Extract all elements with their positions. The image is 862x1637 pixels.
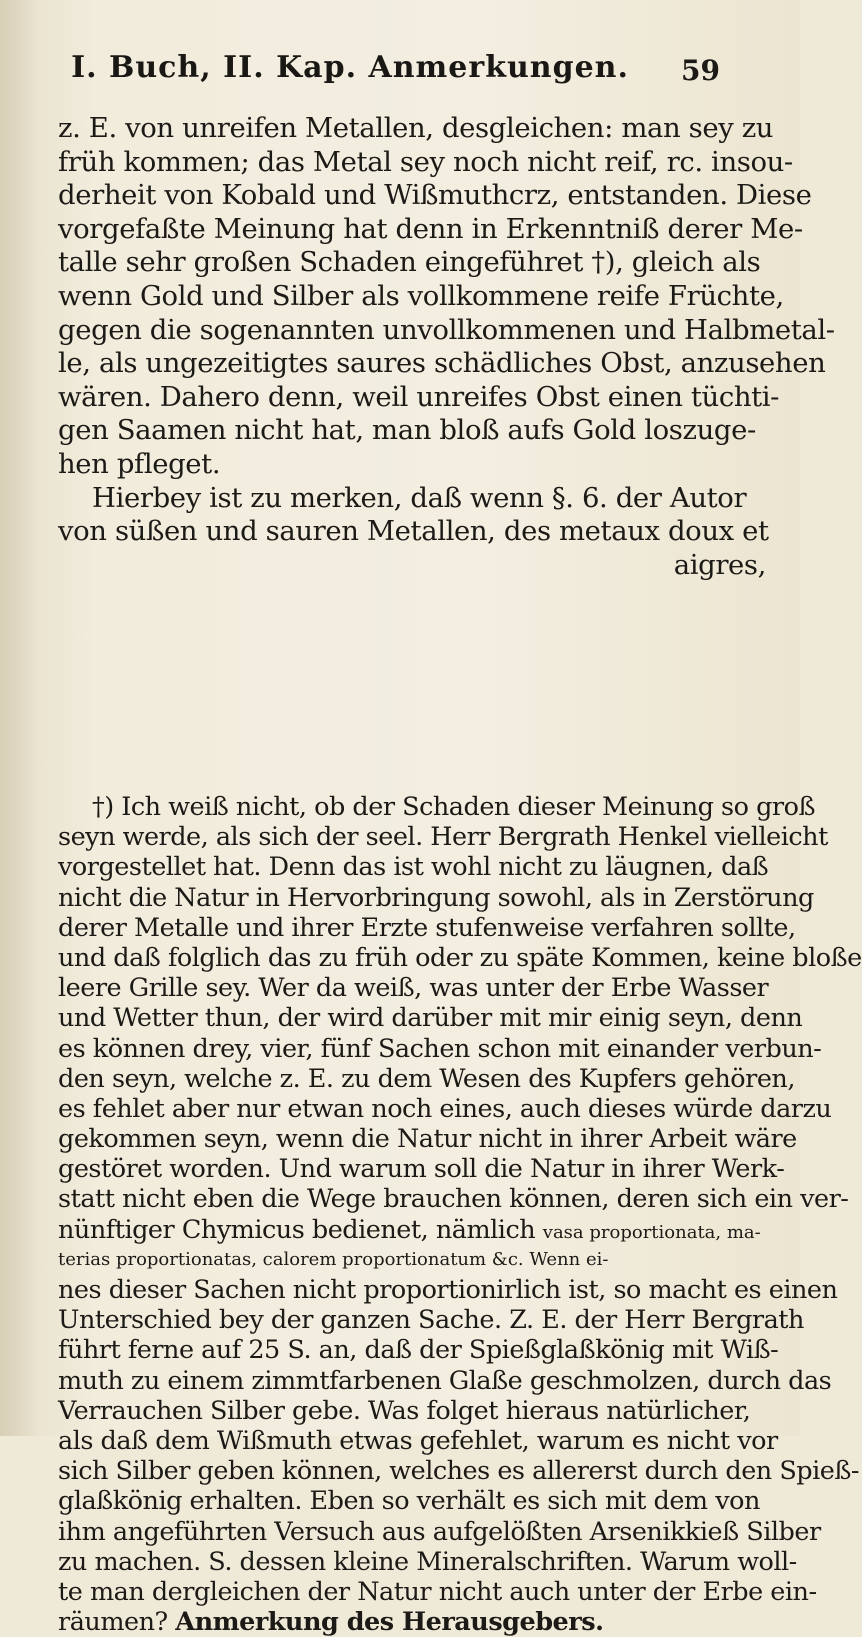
text-line: aigres, [673,548,766,581]
text-line: gen Saamen nicht hat, man bloß aufs Gold loszuge- [58,414,756,447]
footnote-line: es können drey, vier, fünf Sachen schon mit einander verbun- [58,1033,822,1064]
footnote-line: Verrauchen Silber gebe. Was folget hieraus natürlicher, [58,1395,751,1426]
footnote-line: es fehlet aber nur etwan noch eines, auch dieses würde darzu [58,1093,832,1124]
text-line: gegen die sogenannten unvollkommenen und Halbmetal- [58,313,835,346]
footnote-line: vorgestellet hat. Denn das ist wohl nicht zu läugnen, daß [58,852,769,883]
running-title: I. Buch, II. Kap. Anmerkungen. [71,50,629,85]
text-line: talle sehr großen Schaden eingeführet †), gleich als [58,246,761,279]
footnote-line: leere Grille sey. Wer da weiß, was unter der Erbe Wasser [58,973,769,1004]
footnote-line-text: räumen? [58,1607,168,1637]
text-line: Hierbey ist zu merken, daß wenn §. 6. der Autor [92,481,747,514]
text-line: früh kommen; das Metal sey noch nicht reif, rc. insou- [58,145,793,178]
footnote-line: und daß folglich das zu früh oder zu späte Kommen, keine bloße [58,942,862,973]
latin-phrase: vasa proportionata, ma- [542,1221,761,1243]
text-line: z. E. von unreifen Metallen, desgleichen: man sey zu [58,112,774,144]
footnote-line: te man dergleichen der Natur nicht auch unter der Erbe ein- [58,1576,817,1607]
footnote-line: terias proportionatas, calorem proportionatum &c. Wenn ei- [58,1248,609,1270]
text-line: hen pfleget. [58,447,221,480]
footnote-line [58,1607,770,1637]
footnote-line: sich Silber geben können, welches es allererst durch den Spieß- [58,1456,860,1487]
footnote-line: †) Ich weiß nicht, ob der Schaden dieser Meinung so groß [92,792,815,822]
text-line: derheit von Kobald und Wißmuthcrz, entstanden. Diese [58,179,812,212]
footnote-line: seyn werde, als sich der seel. Herr Bergrath Henkel vielleicht [58,822,828,853]
footnote-line: den seyn, welche z. E. zu dem Wesen des Kupfers gehören, [58,1063,795,1094]
footnote-line: gestöret worden. Und warum soll die Natur in ihrer Werk- [58,1154,785,1185]
footnote-line [58,1215,770,1245]
running-header [60,40,760,96]
footnote-line: statt nicht eben die Wege brauchen können, deren sich ein ver- [58,1184,849,1215]
footnote-line: nes dieser Sachen nicht proportionirlich ist, so macht es einen [58,1275,838,1305]
footnote-line: gekommen seyn, wenn die Natur nicht in ihrer Arbeit wäre [58,1124,797,1155]
footnote-line: führt ferne auf 25 S. an, daß der Spießglaßkönig mit Wiß- [58,1335,779,1366]
footnote-line: ihm angeführten Versuch aus aufgelößten Arsenikkieß Silber [58,1516,821,1547]
footnote-line: muth zu einem zimmtfarbenen Glaße geschmolzen, durch das [58,1365,832,1396]
footnote-line: und Wetter thun, der wird darüber mit mir einig seyn, denn [58,1003,803,1034]
text-line: vorgefaßte Meinung hat denn in Erkenntniß derer Me- [58,212,803,245]
footnote-line: Unterschied bey der ganzen Sache. Z. E. der Herr Bergrath [58,1305,804,1336]
editor-note: Anmerkung des Herausgebers. [175,1607,604,1637]
footnote-line-text: nünftiger Chymicus bedienet, nämlich [58,1214,536,1245]
footnote-line: glaßkönig erhalten. Eben so verhält es sich mit dem von [58,1486,760,1517]
text-line: wenn Gold und Silber als vollkommene reife Früchte, [58,279,784,312]
footnote-line: als daß dem Wißmuth etwas gefehlet, warum es nicht vor [58,1425,778,1456]
footnote [58,792,862,1637]
page-gutter-shadow [0,0,38,1436]
text-line: von süßen und sauren Metallen, des metaux doux et [58,515,769,548]
footnote-line: derer Metalle und ihrer Erzte stufenweise verfahren sollte, [58,912,796,943]
footnote-line: zu machen. S. dessen kleine Mineralschriften. Warum woll- [58,1546,797,1577]
footnote-line: nicht die Natur in Hervorbringung sowohl, als in Zerstörung [58,882,814,913]
text-line: wären. Dahero denn, weil unreifes Obst einen tüchti- [58,380,780,413]
page-number: 59 [681,54,720,87]
text-line: le, als ungezeitigtes saures schädliches Obst, anzusehen [58,347,826,380]
main-text [58,112,835,582]
